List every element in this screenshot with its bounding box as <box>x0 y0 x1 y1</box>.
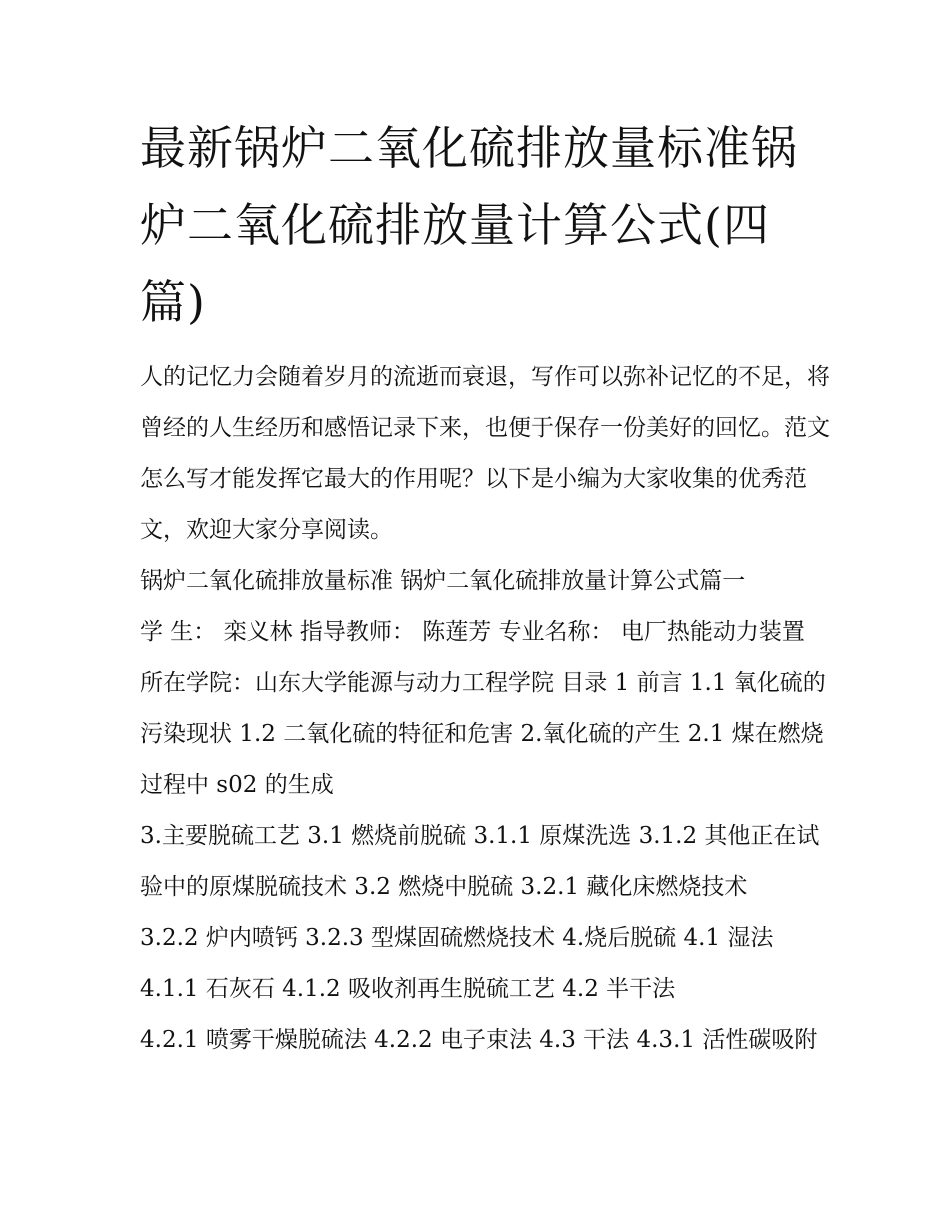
toc-paragraph-3: 3.2.2 炉内喷钙 3.2.3 型煤固硫燃烧技术 4.烧后脱硫 4.1 湿法 4.1.1 石灰石 4.1.2 吸收剂再生脱硫工艺 4.2 半干法 <box>140 925 774 1002</box>
toc-paragraph-1: 所在学院：山东大学能源与动力工程学院 目录 1 前言 1.1 氧化硫的污染现状 1.2 二氧化硫的特征和危害 2.氧化硫的产生 2.1 煤在燃烧过程中 s02 的生成 <box>140 670 826 798</box>
author-info-paragraph: 学 生： 栾义林 指导教师： 陈莲芳 专业名称： 电厂热能动力装置 <box>140 619 805 645</box>
document-title: 最新锅炉二氧化硫排放量标准锅炉二氧化硫排放量计算公式(四篇) <box>140 121 798 329</box>
toc-paragraph-4: 4.2.1 喷雾干燥脱硫法 4.2.2 电子束法 4.3 干法 4.3.1 活性碳吸附 <box>140 1027 818 1053</box>
section-heading-paragraph: 锅炉二氧化硫排放量标准 锅炉二氧化硫排放量计算公式篇一 <box>140 568 746 594</box>
toc-paragraph-2: 3.主要脱硫工艺 3.1 燃烧前脱硫 3.1.1 原煤洗选 3.1.2 其他正在试验中的原煤脱硫技术 3.2 燃烧中脱硫 3.2.1 藏化床燃烧技术 <box>140 823 820 900</box>
intro-paragraph: 人的记忆力会随着岁月的流逝而衰退，写作可以弥补记忆的不足，将曾经的人生经历和感悟记录下来，也便于保存一份美好的回忆。范文怎么写才能发挥它最大的作用呢？以下是小编为大家收集的优秀范文，欢迎大家分享阅读。 <box>140 364 830 543</box>
document-body <box>140 352 830 1066</box>
